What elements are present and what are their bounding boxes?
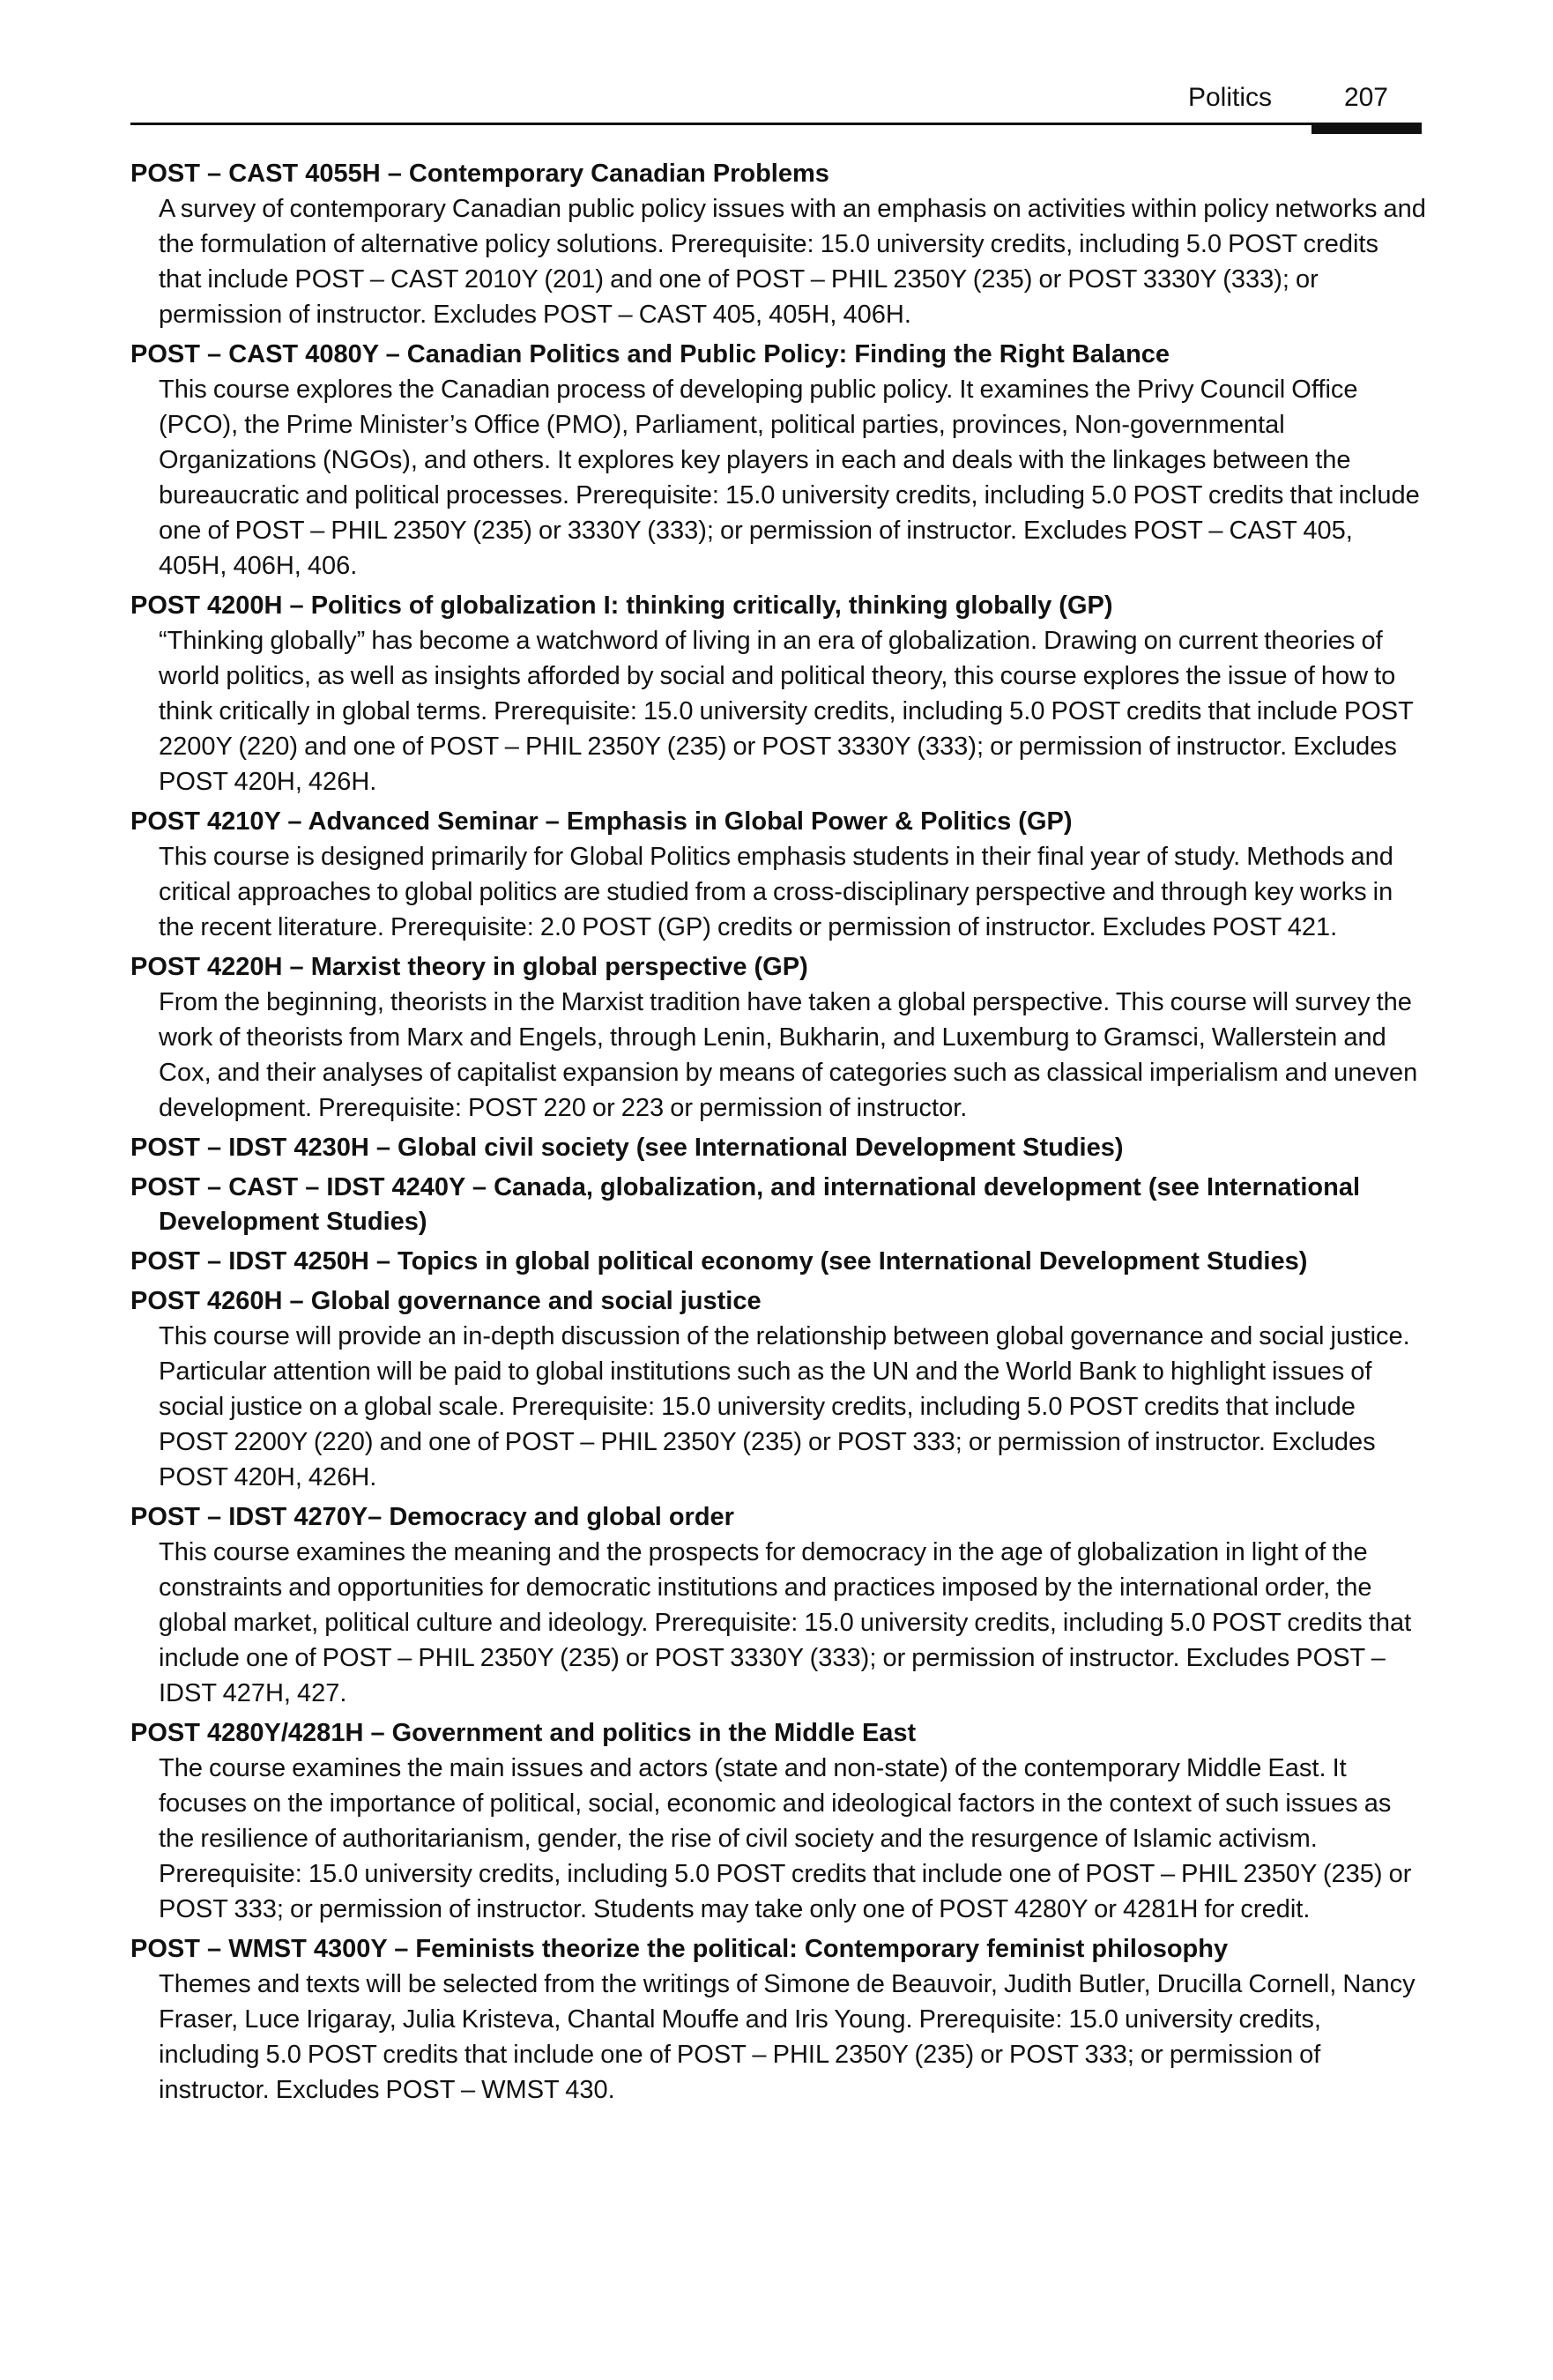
course-description: This course examines the meaning and the prospects for democracy in the age of globalization in light of the constraints and opportunities for democratic institutions and practices imposed by the international order, the global market, political culture and ideology. Prerequisite: 15.0 university credits, including 5.0 POST credits that include one of POST – PHIL 2350Y (235) or POST 3330Y (333); or permission of instructor. Excludes POST – IDST 427H, 427.	[159, 1538, 1412, 1707]
course-title: POST 4220H – Marxist theory in global perspective (GP)	[130, 953, 808, 981]
course-description: A survey of contemporary Canadian public policy issues with an emphasis on activities within policy networks and the formulation of alternative policy solutions. Prerequisite: 15.0 university credits, including 5.0 POST credits that include POST – CAST 2010Y (201) and one of POST – PHIL 2350Y (235) or POST 3330Y (333); or permission of instructor. Excludes POST – CAST 405, 405H, 406H.	[159, 195, 1426, 329]
course-entry	[130, 1284, 1426, 1495]
course-entry	[130, 338, 1426, 584]
course-description: From the beginning, theorists in the Marxist tradition have taken a global perspective. This course will survey the work of theorists from Marx and Engels, through Lenin, Bukharin, and Luxemburg to Gramsci, Wallerstein and Cox, and their analyses of capitalist expansion by means of categories such as classical imperialism and uneven development. Prerequisite: POST 220 or 223 or permission of instructor.	[159, 988, 1418, 1122]
course-title: POST 4200H – Politics of globalization I: thinking critically, thinking globally (GP)	[130, 591, 1113, 620]
course-entry	[130, 1171, 1426, 1239]
section-title: Politics	[1187, 83, 1272, 112]
course-entry	[130, 1932, 1426, 2108]
course-description: “Thinking globally” has become a watchword of living in an era of globalization. Drawing on current theories of world politics, as well as insights afforded by social and political theory, this course explores the issue of how to think critically in global terms. Prerequisite: 15.0 university credits, including 5.0 POST credits that include POST 2200Y (220) and one of POST – PHIL 2350Y (235) or POST 3330Y (333); or permission of instructor. Excludes POST 420H, 426H.	[159, 627, 1414, 796]
course-description: Themes and texts will be selected from the writings of Simone de Beauvoir, Judith Butler, Drucilla Cornell, Nancy Fraser, Luce Irigaray, Julia Kristeva, Chantal Mouffe and Iris Young. Prerequisite: 15.0 university credits, including 5.0 POST credits that include one of POST – PHIL 2350Y (235) or POST 333; or permission of instructor. Excludes POST – WMST 430.	[159, 1970, 1416, 2104]
course-entry	[130, 1131, 1426, 1165]
course-entry	[130, 1716, 1426, 1927]
course-title: POST – CAST 4080Y – Canadian Politics and Public Policy: Finding the Right Balance	[130, 340, 1170, 368]
course-entry	[130, 157, 1426, 332]
course-title: POST – CAST – IDST 4240Y – Canada, globalization, and international development (see International Development Studies)	[130, 1173, 1361, 1236]
page-number: 207	[1343, 83, 1388, 112]
course-title: POST 4210Y – Advanced Seminar – Emphasis in Global Power & Politics (GP)	[130, 807, 1073, 836]
course-entry	[130, 950, 1426, 1126]
course-title: POST 4280Y/4281H – Government and politics in the Middle East	[130, 1719, 917, 1747]
header-tab-block	[1312, 123, 1422, 134]
header-rule	[130, 123, 1422, 125]
course-entry	[130, 1500, 1426, 1711]
course-title: POST – CAST 4055H – Contemporary Canadian Problems	[130, 160, 829, 188]
course-title: POST – IDST 4250H – Topics in global political economy (see International Development Studies)	[130, 1247, 1308, 1276]
course-entry	[130, 589, 1426, 800]
course-list	[130, 157, 1426, 2113]
page-header	[130, 81, 1422, 125]
course-description: This course is designed primarily for Global Politics emphasis students in their final year of study. Methods and critical approaches to global politics are studied from a cross-disciplinary perspective and through key works in the recent literature. Prerequisite: 2.0 POST (GP) credits or permission of instructor. Excludes POST 421.	[159, 843, 1393, 941]
course-description: The course examines the main issues and actors (state and non-state) of the contemporary Middle East. It focuses on the importance of political, social, economic and ideological factors in the context of such issues as the resilience of authoritarianism, gender, the rise of civil society and the resurgence of Islamic activism. Prerequisite: 15.0 university credits, including 5.0 POST credits that include one of POST – PHIL 2350Y (235) or POST 333; or permission of instructor. Students may take only one of POST 4280Y or 4281H for credit.	[159, 1754, 1412, 1923]
course-title: POST – IDST 4230H – Global civil society (see International Development Studies)	[130, 1134, 1124, 1162]
course-entry	[130, 1245, 1426, 1279]
course-title: POST 4260H – Global governance and social justice	[130, 1287, 762, 1315]
course-entry	[130, 805, 1426, 945]
course-description: This course will provide an in-depth discussion of the relationship between global governance and social justice. Particular attention will be paid to global institutions such as the UN and the World Bank to highlight issues of social justice on a global scale. Prerequisite: 15.0 university credits, including 5.0 POST credits that include POST 2200Y (220) and one of POST – PHIL 2350Y (235) or POST 333; or permission of instructor. Excludes POST 420H, 426H.	[159, 1322, 1410, 1491]
course-title: POST – IDST 4270Y– Democracy and global order	[130, 1503, 734, 1531]
course-title: POST – WMST 4300Y – Feminists theorize the political: Contemporary feminist philosophy	[130, 1935, 1229, 1963]
course-description: This course explores the Canadian process of developing public policy. It examines the Privy Council Office (PCO), the Prime Minister’s Office (PMO), Parliament, political parties, provinces, Non-governmental Organizations (NGOs), and others. It explores key players in each and deals with the linkages between the bureaucratic and political processes. Prerequisite: 15.0 university credits, including 5.0 POST credits that include one of POST – PHIL 2350Y (235) or 3330Y (333); or permission of instructor. Excludes POST – CAST 405, 405H, 406H, 406.	[159, 376, 1420, 580]
